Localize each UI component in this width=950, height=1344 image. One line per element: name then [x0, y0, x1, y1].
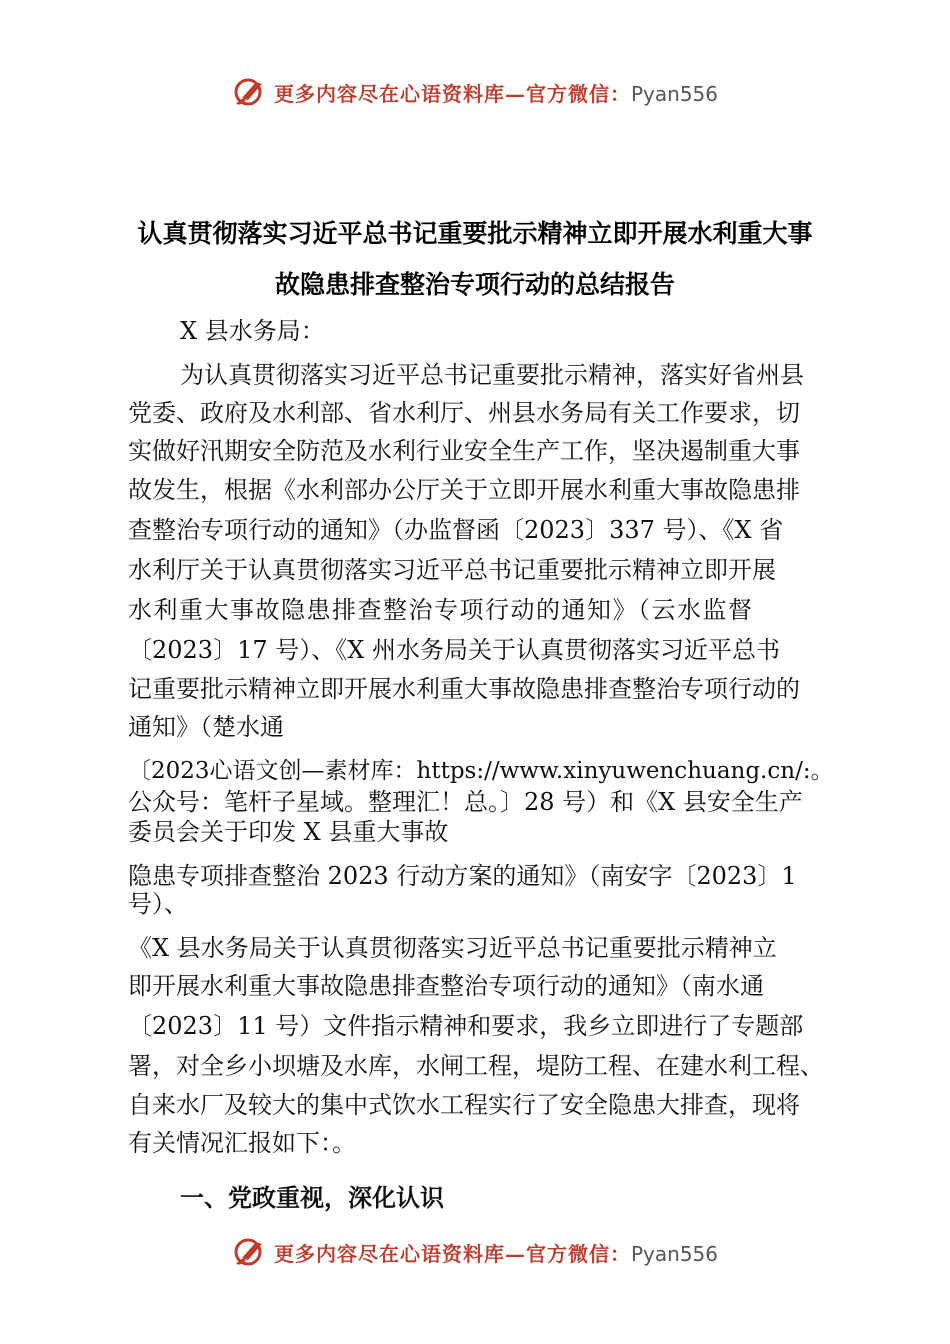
footer-banner [0, 1232, 950, 1272]
paragraph-line: 为认真贯彻落实习近平总书记重要批示精神，落实好省州县 [180, 361, 804, 389]
paragraph-line: 自来水厂及较大的集中式饮水工程实行了安全隐患大排查，现将 [128, 1091, 800, 1119]
paragraph-line: 〔2023心语文创—素材库：https://www.xinyuwenchuang.cn/:。 [128, 758, 834, 784]
section-heading-1: 一、党政重视，深化认识 [180, 1184, 444, 1212]
brush-logo-icon [232, 1234, 268, 1270]
paragraph-line: 委员会关于印发 X 县重大事故 [128, 818, 449, 846]
paragraph-line: 公众号：笔杆子星域。整理汇！总。〕28 号）和《X 县安全生产 [128, 788, 803, 816]
paragraph-line: 署，对全乡小坝塘及水库，水闸工程，堤防工程、在建水利工程、 [128, 1052, 824, 1080]
paragraph-line: 隐患专项排查整治 2023 行动方案的通知》（南安字〔2023〕1 [128, 862, 797, 890]
wechat-id: Pyan556 [630, 81, 718, 106]
paragraph-line: 《X 县水务局关于认真贯彻落实习近平总书记重要批示精神立 [128, 934, 777, 962]
banner-text: 更多内容尽在心语资料库—官方微信：Pyan556 [273, 1241, 718, 1266]
paragraph-line: 实做好汛期安全防范及水利行业安全生产工作，坚决遏制重大事 [128, 437, 800, 465]
doc-title-line2: 故隐患排查整治专项行动的总结报告 [274, 270, 675, 299]
paragraph-line: 通知》（楚水通 [128, 713, 284, 741]
paragraph-line: 记重要批示精神立即开展水利重大事故隐患排查整治专项行动的 [128, 675, 800, 703]
brush-logo-icon [232, 74, 268, 110]
paragraph-line: 查整治专项行动的通知》（办监督函〔2023〕337 号）、《X 省 [128, 516, 784, 544]
paragraph-line: 号）、 [128, 890, 188, 918]
salutation: X 县水务局： [180, 317, 325, 345]
paragraph-line: 水利重大事故隐患排查整治专项行动的通知》（云水监督 [128, 596, 754, 624]
paragraph-line: 党委、政府及水利部、省水利厅、州县水务局有关工作要求，切 [128, 399, 800, 427]
banner-text: 更多内容尽在心语资料库—官方微信：Pyan556 [273, 81, 718, 106]
paragraph-line: 〔2023〕17 号）、《X 州水务局关于认真贯彻落实习近平总书 [128, 636, 780, 664]
paragraph-line: 即开展水利重大事故隐患排查整治专项行动的通知》（南水通 [128, 972, 764, 1000]
paragraph-line: 水利厅关于认真贯彻落实习近平总书记重要批示精神立即开展 [128, 556, 776, 584]
header-banner [0, 72, 950, 112]
paragraph-line: 故发生，根据《水利部办公厅关于立即开展水利重大事故隐患排 [128, 476, 800, 504]
paragraph-line: 〔2023〕11 号）文件指示精神和要求，我乡立即进行了专题部 [128, 1012, 804, 1040]
paragraph-line: 有关情况汇报如下：。 [128, 1129, 356, 1157]
doc-title-line1: 认真贯彻落实习近平总书记重要批示精神立即开展水利重大事 [137, 219, 813, 248]
wechat-id: Pyan556 [630, 1241, 718, 1266]
